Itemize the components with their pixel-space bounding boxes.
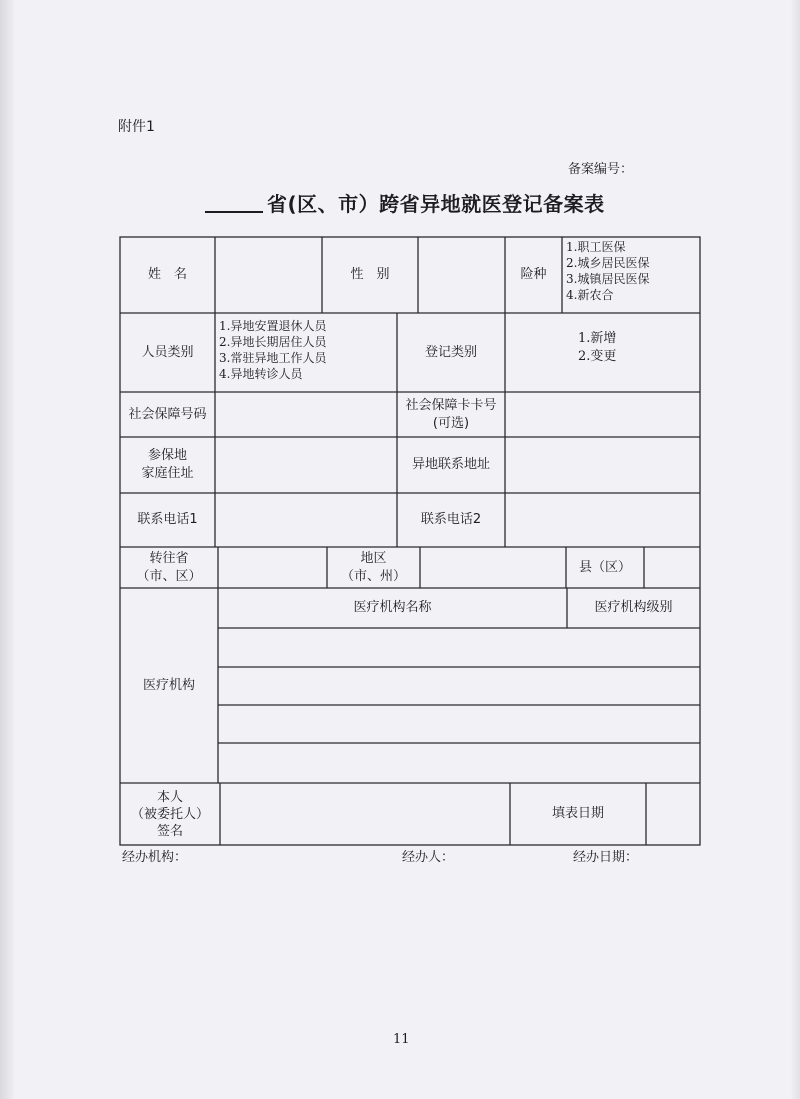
facility-level-header: 医疗机构级别 (594, 600, 673, 615)
signature-field[interactable] (220, 783, 510, 845)
facility-row-2[interactable] (218, 667, 700, 705)
insurance-option[interactable]: 4.新农合 (566, 288, 614, 302)
gender-label: 性 别 (350, 267, 390, 282)
phone1-label: 联系电话1 (137, 512, 198, 527)
person-option[interactable]: 2.异地长期居住人员 (219, 335, 327, 349)
person-category-label: 人员类别 (141, 344, 194, 360)
phone2-field[interactable] (505, 493, 700, 547)
gender-field[interactable] (418, 237, 505, 313)
county-label: 县（区） (578, 559, 631, 575)
region-label (327, 547, 420, 588)
insurance-option[interactable]: 3.城镇居民医保 (566, 272, 650, 286)
person-option[interactable]: 3.常驻异地工作人员 (219, 351, 327, 365)
phone2-label: 联系电话2 (420, 512, 482, 527)
home-address-field[interactable] (215, 437, 397, 493)
phone1-field[interactable] (215, 493, 397, 547)
register-category-label: 登记类别 (424, 344, 477, 360)
ss-card-field[interactable] (505, 392, 700, 437)
person-option[interactable]: 1.异地安置退休人员 (219, 319, 327, 333)
county-field[interactable] (644, 547, 700, 588)
fill-date-field[interactable] (646, 783, 700, 845)
handler-label: 经办人： (402, 850, 455, 865)
home-address-label-1: 参保地 (147, 448, 187, 463)
attachment-label: 附件1 (118, 119, 155, 135)
transfer-province-label (120, 547, 218, 588)
home-address-label-2: 家庭住址 (141, 466, 194, 481)
person-option[interactable]: 4.异地转诊人员 (219, 367, 303, 381)
register-option[interactable]: 1.新增 (578, 331, 617, 346)
signature-label-1: 本人 (156, 789, 183, 805)
handling-agency-label: 经办机构： (122, 850, 188, 865)
record-number-label: 备案编号： (568, 162, 634, 177)
insurance-option[interactable]: 1.职工医保 (566, 240, 626, 254)
remote-address-field[interactable] (505, 437, 700, 493)
name-label: 姓 名 (147, 267, 187, 282)
facility-row-4[interactable] (218, 743, 700, 783)
insurance-type-label: 险种 (520, 267, 547, 282)
register-options[interactable] (578, 330, 616, 366)
ss-number-label: 社会保障号码 (128, 406, 207, 422)
transfer-province-label-1: 转往省 (149, 550, 189, 566)
transfer-province-label-2: （市、区） (136, 568, 202, 584)
insurance-option[interactable]: 2.城乡居民医保 (566, 256, 650, 270)
signature-label (120, 783, 220, 845)
signature-label-3: 签名 (156, 823, 183, 839)
insurance-options[interactable] (566, 239, 649, 303)
region-label-1: 地区 (360, 550, 387, 566)
facility-name-header: 医疗机构名称 (353, 600, 432, 615)
name-field[interactable] (215, 237, 322, 313)
register-option[interactable]: 2.变更 (578, 349, 617, 364)
ss-card-label (397, 392, 505, 437)
facility-row-1[interactable] (218, 628, 700, 667)
ss-number-field[interactable] (215, 392, 397, 437)
remote-address-label: 异地联系地址 (411, 457, 490, 472)
fill-date-label: 填表日期 (551, 806, 604, 821)
region-field[interactable] (420, 547, 566, 588)
facility-label: 医疗机构 (142, 677, 195, 693)
handling-date-label: 经办日期： (573, 850, 639, 865)
signature-label-2: （被委托人） (130, 806, 209, 822)
person-category-options[interactable] (219, 318, 326, 382)
facility-row-3[interactable] (218, 705, 700, 743)
region-label-2: （市、州） (340, 568, 406, 584)
page-number: 11 (393, 1032, 410, 1047)
home-address-label (120, 437, 215, 493)
title-text: 省(区、市）跨省异地就医登记备案表 (267, 192, 605, 216)
ss-card-optional-text: (可选) (432, 415, 470, 431)
ss-card-label-text: 社会保障卡卡号 (405, 397, 497, 413)
transfer-province-field[interactable] (218, 547, 327, 588)
